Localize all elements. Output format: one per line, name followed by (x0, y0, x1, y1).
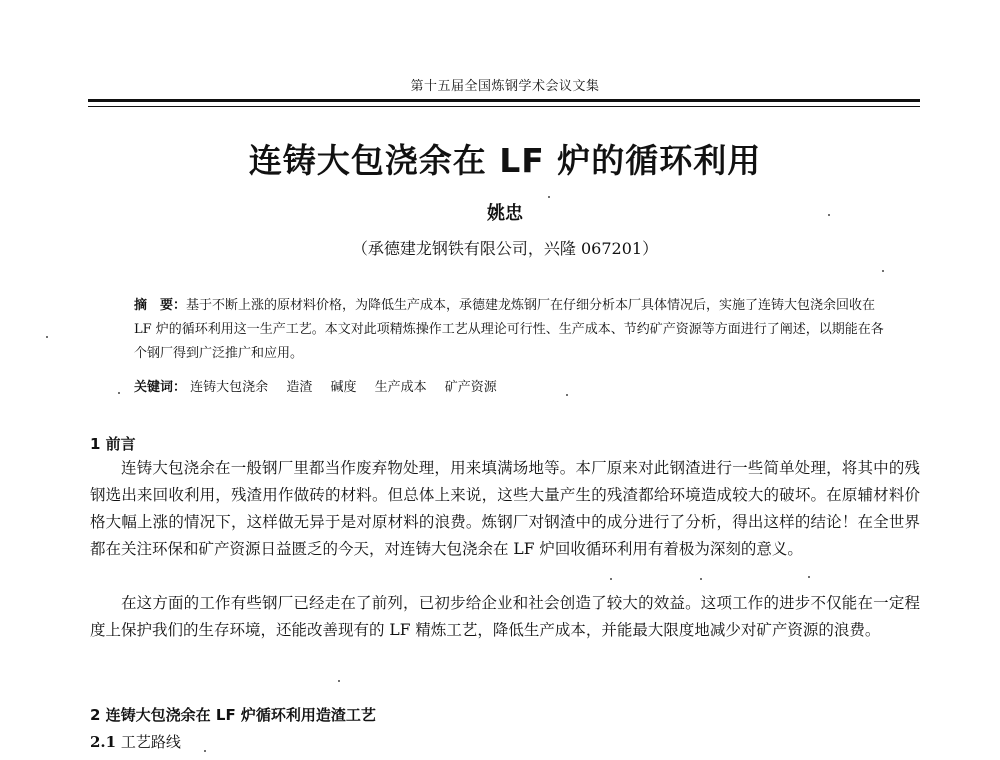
header-rule-thin (88, 106, 920, 107)
scan-speck (46, 336, 48, 338)
scan-speck (566, 394, 568, 396)
scan-speck (204, 750, 206, 752)
keyword: 碱度 (330, 380, 357, 395)
section-1-paragraph-1: 连铸大包浇余在一般钢厂里都当作废弃物处理，用来填满场地等。本厂原来对此钢渣进行一些简单处理，将其中的残钢选出来回收利用，残渣用作做砖的材料。但总体上来说，这些大量产生的残渣都给环境造成较大的破坏。在原辅材料价格大幅上涨的情况下，这样做无异于是对原材料的浪费。炼钢厂对钢渣中的成分进行了分析，得出这样的结论！在全世界都在关注环保和矿产资源日益匮乏的今天，对连铸大包浇余在 LF 炉回收循环利用有着极为深刻的意义。 (90, 459, 920, 558)
scan-speck (610, 578, 612, 580)
paper-title: 连铸大包浇余在 LF 炉的循环利用 (248, 141, 762, 180)
abstract-label: 摘 要： (134, 298, 187, 313)
subsection-number: 2.1 (90, 733, 117, 751)
header-rule-thick (88, 99, 920, 102)
keywords (134, 376, 894, 395)
scan-speck (548, 196, 550, 198)
scan-speck (338, 680, 340, 682)
keywords-label: 关键词： (134, 380, 187, 395)
scan-speck (828, 214, 830, 216)
section-heading-1: 1 前言 (90, 435, 136, 453)
paper-author: 姚忠 (487, 203, 523, 224)
keyword: 连铸大包浇余 (190, 380, 269, 395)
abstract (134, 294, 894, 366)
keyword: 造渣 (286, 380, 313, 395)
subsection-heading-2-1 (90, 731, 181, 752)
abstract-text: 基于不断上涨的原材料价格，为降低生产成本，承德建龙炼钢厂在仔细分析本厂具体情况后，实施了连铸大包浇余回收在 LF 炉的循环利用这一生产工艺。本文对此项精炼操作工艺从理论可行性、生产成本、节约矿产资源等方面进行了阐述，以期能在各个钢厂得到广泛推广和应用。 (134, 298, 884, 361)
scan-speck (882, 270, 884, 272)
paper-affiliation: （承德建龙钢铁有限公司，兴隆 067201） (351, 239, 659, 258)
subsection-title: 工艺路线 (116, 733, 181, 751)
scan-speck (118, 392, 120, 394)
section-1-paragraph-2: 在这方面的工作有些钢厂已经走在了前列，已初步给企业和社会创造了较大的效益。这项工作的进步不仅能在一定程度上保护我们的生存环境，还能改善现有的 LF 精炼工艺，降低生产成本，并能最大限度地减少对矿产资源的浪费。 (90, 594, 920, 639)
scan-speck (700, 578, 702, 580)
scan-speck (808, 576, 810, 578)
running-header: 第十五届全国炼钢学术会议文集 (410, 79, 600, 94)
section-heading-2: 2 连铸大包浇余在 LF 炉循环利用造渣工艺 (90, 706, 376, 724)
keyword: 生产成本 (374, 380, 427, 395)
keyword: 矿产资源 (444, 380, 497, 395)
